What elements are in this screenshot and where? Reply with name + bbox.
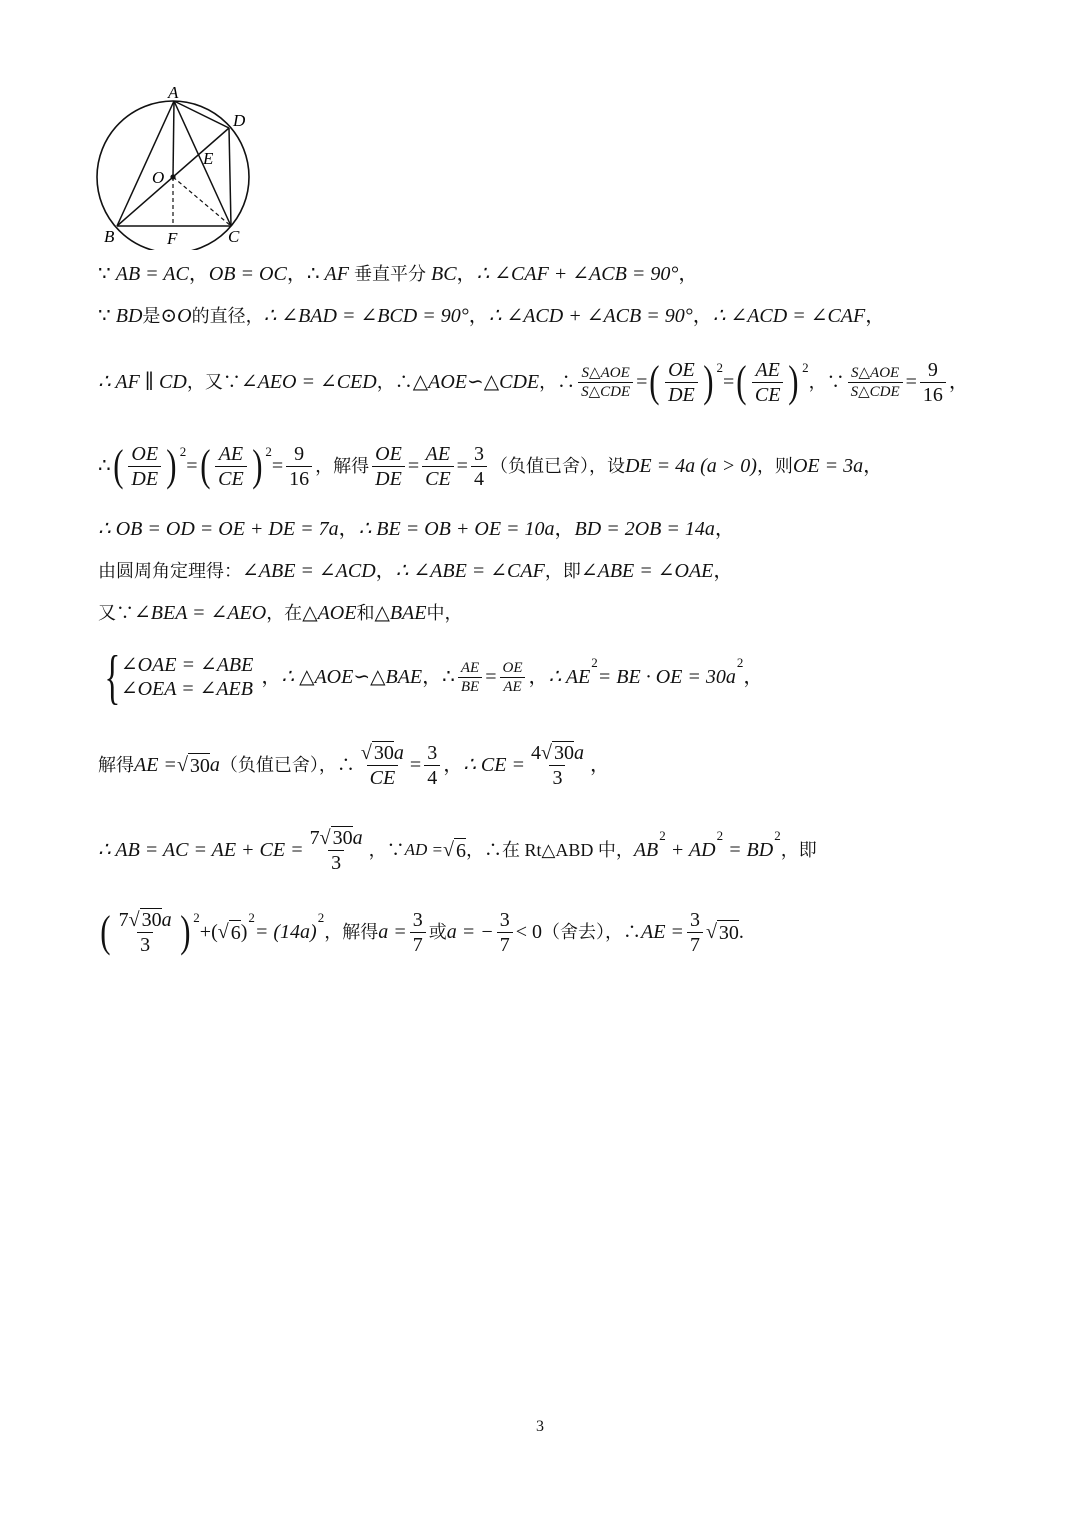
sep: ， — [261, 666, 282, 688]
text-cn: ，∴ — [539, 372, 576, 392]
label-a: A — [168, 83, 179, 102]
expr: ∠BEA = ∠AEO — [134, 602, 267, 624]
expr: OE = 3a — [792, 455, 864, 477]
sep: ， — [375, 560, 396, 582]
radicand: 6 — [455, 839, 466, 862]
expr: + AD — [670, 839, 716, 861]
expr: a = — [378, 921, 407, 943]
exponent: 2 — [774, 828, 781, 843]
segment-oc-dashed — [173, 177, 231, 226]
sep: ， — [468, 305, 489, 327]
text-cn: （负值已舍），∴ — [219, 755, 355, 775]
segment-ab — [117, 101, 174, 226]
expr: ∴ AB = AC = AE + CE = — [98, 839, 304, 861]
plus: + — [199, 921, 212, 943]
page-number: 3 — [536, 1418, 544, 1435]
text-cn: ，在 — [266, 603, 303, 623]
exponent: 2 — [179, 444, 187, 459]
expr: ∠AEO = ∠CED — [240, 371, 377, 393]
solution-line-7 — [98, 601, 462, 625]
text-cn: 中， — [426, 603, 463, 623]
expr: △BAE — [374, 602, 427, 624]
fraction: $\frac{7√ 30a}{3}$ — [309, 826, 363, 874]
label-e: E — [203, 149, 214, 168]
solution-line-9: 解得 AE = √ 30 a （负值已舍），∴ $\frac{√ 30a}{CE}$ = $\frac{3}{4}$ ， ∴ CE = $\frac{4√ 30a}{3}$ ， — [98, 741, 610, 789]
expr: △AOE∽△CDE — [412, 371, 540, 393]
solution-line-5 — [98, 517, 735, 541]
therefore-symbol: ∴ — [98, 455, 111, 477]
sep: ， — [865, 305, 886, 327]
label-o: O — [152, 168, 165, 187]
text-cn: （舍去），∴ — [542, 922, 641, 942]
fraction: $\frac{AE}{CE}$ — [422, 442, 454, 491]
text-cn: 的直径， — [191, 306, 264, 326]
sep: ， — [692, 305, 713, 327]
expr: ∴ ∠BAD = ∠BCD = 90° — [263, 305, 469, 327]
fraction: $\frac{OE}{AE}$ — [499, 659, 525, 696]
text-cn: ，∵ — [368, 840, 405, 860]
system-row: ∠OAE = ∠ABE — [120, 654, 254, 676]
solution-line-3: ∴ AF ∥ CD ，又∵ ∠AEO = ∠CED ，∴ △AOE∽△CDE ，∴ $\frac{\text{S△AOE}}{\text{S△CDE}}$ = ( $\frac{OE}{DE}$ ) 2 = ( $\frac{AE}{CE}$ ) 2 ，∵ $\frac{\text{S△AOE}}{\text{S△CDE}}$ = $\frac{9}{16}$ ， — [98, 357, 969, 406]
exponent: 2 — [591, 655, 598, 670]
because-symbol: ∵ — [98, 263, 111, 285]
equals: = — [722, 371, 735, 393]
exponent: 2 — [317, 910, 325, 925]
sep: ， — [589, 754, 610, 776]
fraction: $\frac{AE}{CE}$ — [215, 442, 247, 491]
fraction: $\frac{OE}{DE}$ — [665, 358, 698, 407]
system-row: ∠OEA = ∠AEB — [120, 678, 253, 700]
text-cn: 和 — [356, 603, 375, 623]
expr: ∴ CE = — [463, 754, 525, 776]
sep: ， — [554, 518, 575, 540]
solution-line-8: { ∠OAE = ∠ABE ∠OEA = ∠AEB ， ∴ △AOE∽△BAE ， ∴ $\frac{AE}{BE}$ = $\frac{OE}{AE}$ ， ∴ AE 2 = BE · OE = 30a 2 ， — [104, 644, 764, 710]
text-cn: ，∴在 Rt△ABD 中， — [465, 840, 634, 860]
expr: ∴ OB = OD = OE + DE = 7a — [98, 518, 339, 540]
text-cn: 由圆周角定理得： — [98, 561, 242, 581]
label-d: D — [233, 111, 246, 130]
text-cn: 又∵ — [98, 603, 134, 623]
expr: AD = — [404, 840, 443, 859]
text-cn: ，即 — [780, 840, 817, 860]
expr: ⊙O — [160, 305, 192, 327]
solution-line-6 — [98, 559, 733, 583]
exponent: 2 — [248, 910, 255, 925]
sep: ， — [528, 666, 549, 688]
expr: ∴ BE = OB + OE = 10a — [358, 518, 555, 540]
expr: ∴ △AOE∽△BAE — [281, 666, 423, 688]
therefore-symbol: ∴ — [442, 666, 455, 688]
expr: AE = — [134, 754, 177, 776]
expr: ∴ AE — [548, 666, 591, 688]
expr: AB — [633, 839, 659, 861]
expr: OB = OC — [208, 263, 287, 285]
expr: = (14a) — [254, 921, 317, 943]
fraction: $\frac{3}{4}$ — [424, 741, 440, 790]
exponent: 2 — [802, 360, 809, 375]
sep: ， — [948, 371, 969, 393]
sep: ， — [338, 518, 359, 540]
fraction: $\frac{9}{16}$ — [920, 358, 946, 407]
fraction: $\frac{√ 30a}{CE}$ — [360, 741, 404, 789]
label-b: B — [104, 227, 115, 246]
point-o — [170, 174, 175, 179]
text-cn: ，则 — [756, 456, 793, 476]
radicand: 30 — [718, 921, 739, 944]
segment-ad — [174, 101, 229, 128]
equals: = — [636, 371, 648, 393]
expr: ∠ABE = ∠OAE — [580, 560, 714, 582]
equation-system — [121, 653, 254, 701]
text-cn: 垂直平分 — [353, 264, 426, 284]
label-c: C — [228, 227, 240, 246]
because-symbol: ∵ — [98, 305, 111, 327]
expr: AB = AC — [115, 263, 189, 285]
fraction: $\frac{AE}{CE}$ — [752, 358, 784, 407]
sep: ， — [743, 666, 764, 688]
text-cn: 解得 — [98, 755, 134, 775]
text-cn: ，又∵ — [186, 372, 241, 392]
fraction: $\frac{9}{16}$ — [286, 442, 312, 491]
exponent: 2 — [736, 655, 744, 670]
sep: ， — [422, 666, 443, 688]
area-ratio-fraction: $\frac{\text{S△AOE}}{\text{S△CDE}}$ — [848, 364, 903, 401]
exponent: 2 — [716, 360, 723, 375]
solution-line-1 — [98, 262, 698, 286]
text-cn: ，即 — [544, 561, 581, 581]
exponent: 2 — [716, 828, 724, 843]
expr: < 0 — [515, 921, 542, 943]
exponent: 2 — [193, 910, 200, 925]
expr: BC — [430, 263, 457, 285]
fraction: $\frac{7√ 30a}{3}$ — [118, 908, 172, 956]
radicand: 30 — [189, 754, 210, 777]
expr: ∴ ∠ACD = ∠CAF — [712, 305, 866, 327]
expr: AE = — [641, 921, 684, 943]
label-f: F — [167, 229, 178, 248]
area-ratio-fraction: $\frac{\text{S△AOE}}{\text{S△CDE}}$ — [578, 364, 633, 401]
expr: a = − — [446, 921, 494, 943]
expr: BD — [115, 305, 143, 327]
sep: ， — [714, 518, 735, 540]
text-cn: ，∵ — [808, 372, 845, 392]
solution-line-2 — [98, 304, 885, 328]
expr: △AOE — [302, 602, 357, 624]
sep: . — [738, 921, 744, 943]
expr: ∴ ∠ABE = ∠CAF — [395, 560, 545, 582]
sep: ， — [188, 263, 209, 285]
fraction: $\frac{OE}{DE}$ — [128, 442, 161, 491]
expr: ∠ABE = ∠ACD — [242, 560, 376, 582]
text-cn: ，∴ — [376, 372, 413, 392]
fraction: $\frac{3}{7}$ — [687, 908, 703, 957]
expr: ∴ ∠ACD + ∠ACB = 90° — [488, 305, 693, 327]
fraction: $\frac{4√ 30a}{3}$ — [530, 741, 584, 789]
expr: BD = 2OB = 14a — [574, 518, 715, 540]
expr: ∴ AF ∥ CD — [98, 371, 187, 393]
fraction: $\frac{3}{7}$ — [497, 908, 513, 957]
solution-line-11: ( $\frac{7√ 30a}{3}$ ) 2 + (√ 6 ) 2 = (14a) 2 ，解得 a = $\frac{3}{7}$ 或 a = − $\frac{3}{7}$ < 0 （舍去），∴ AE = $\frac{3}{7}$ √ 30 . — [100, 907, 744, 956]
expr: AF — [324, 263, 349, 285]
text-cn: ，解得 — [315, 456, 370, 476]
radicand: 6 — [230, 921, 241, 944]
sep: ， — [286, 263, 307, 285]
geometry-figure — [90, 80, 270, 250]
text-cn: 是 — [142, 306, 161, 326]
exponent: 2 — [659, 828, 666, 843]
exponent: 2 — [265, 444, 272, 459]
equals: = — [905, 371, 917, 393]
text-cn: ，解得 — [324, 922, 379, 942]
sep: ， — [713, 560, 734, 582]
therefore-symbol: ∴ — [306, 263, 320, 285]
expr: ∴ ∠CAF + ∠ACB = 90° — [476, 263, 679, 285]
fraction: $\frac{3}{4}$ — [471, 442, 487, 491]
solution-line-10: ∴ AB = AC = AE + CE = $\frac{7√ 30a}{3}$ ，∵ AD = √ 6 ，∴在 Rt△ABD 中， AB 2 + AD 2 = BD 2 ，即 — [98, 820, 817, 880]
segment-dc — [229, 128, 231, 226]
sep: ， — [678, 263, 699, 285]
fraction: $\frac{3}{7}$ — [410, 908, 426, 957]
fraction: $\frac{AE}{BE}$ — [458, 659, 482, 696]
expr: = BD — [728, 839, 774, 861]
text-cn: （负值已舍），设 — [489, 456, 625, 476]
sep: ， — [863, 455, 884, 477]
expr: a — [209, 754, 220, 776]
sep: ， — [456, 263, 477, 285]
sep: ， — [443, 754, 464, 776]
expr: DE = 4a (a > 0) — [624, 455, 757, 477]
solution-line-4: ∴ ( $\frac{OE}{DE}$ ) 2 = ( $\frac{AE}{CE}$ ) 2 = $\frac{9}{16}$ ，解得 $\frac{OE}{DE}$ = $\frac{AE}{CE}$ = $\frac{3}{4}$ （负值已舍），设 DE = 4a (a > 0) ，则 OE = 3a ， — [98, 441, 884, 490]
text-cn: 或 — [428, 922, 447, 942]
fraction: $\frac{OE}{DE}$ — [372, 442, 405, 491]
expr: = BE · OE = 30a — [597, 666, 736, 688]
segment-ao — [173, 101, 174, 177]
